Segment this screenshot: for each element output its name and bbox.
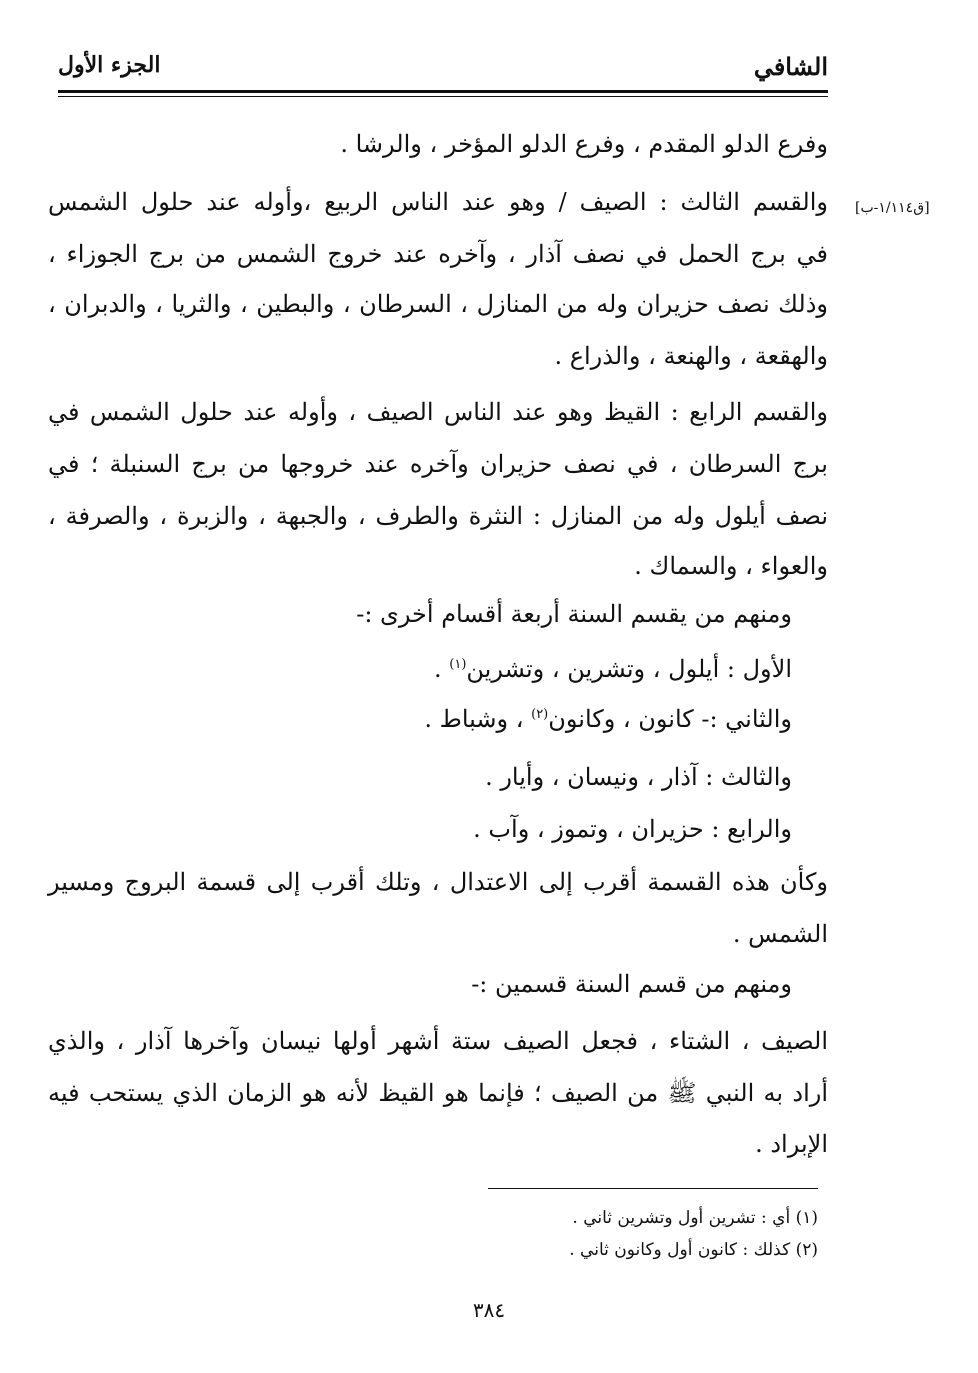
- text-line-18: الصيف ، الشتاء ، فجعل الصيف ستة أشهر أولها نيسان وآخرها آذار ، والذي: [48, 1027, 828, 1055]
- text-line-19: أراد به النبي ﷺ من الصيف ؛ فإنما هو القيظ لأنه هو الزمان الذي يستحب فيه: [48, 1079, 828, 1107]
- text-line-8: نصف أيلول وله من المنازل : النثرة والطرف ، والجبهة ، والزبرة ، والصرفة ،: [48, 502, 828, 530]
- text-line-12-end: ، وشباط .: [424, 705, 532, 733]
- text-line-11-body: الأول : أيلول ، وتشرين ، وتشرين: [466, 655, 792, 683]
- text-line-5: والهقعة ، والهنعة ، والذراع .: [554, 342, 828, 370]
- header-rule-thin: [58, 96, 828, 97]
- text-line-13: والثالث : آذار ، ونيسان ، وأيار .: [485, 763, 792, 791]
- text-line-9: والعواء ، والسماك .: [634, 552, 828, 580]
- book-title: الشافي: [753, 52, 828, 81]
- text-line-14: والرابع : حزيران ، وتموز ، وآب .: [473, 815, 792, 843]
- text-line-15: وكأن هذه القسمة أقرب إلى الاعتدال ، وتلك أقرب إلى قسمة البروج ومسير: [48, 868, 828, 896]
- text-line-20: الإبراد .: [755, 1130, 828, 1158]
- footnote-rule: [488, 1188, 818, 1189]
- page-number: ٣٨٤: [472, 1298, 506, 1322]
- text-line-2: والقسم الثالث : الصيف / وهو عند الناس الربيع ،وأوله عند حلول الشمس: [48, 188, 828, 216]
- text-line-6: والقسم الرابع : القيظ وهو عند الناس الصيف ، وأوله عند حلول الشمس في: [48, 398, 828, 426]
- volume-label: الجزء الأول: [58, 52, 161, 78]
- page-header: [58, 52, 828, 92]
- text-line-16: الشمس .: [732, 920, 828, 948]
- text-line-11: [434, 655, 792, 683]
- text-line-7: برج السرطان ، في نصف حزيران وآخره عند خروجها من برج السنبلة ؛ في: [48, 450, 828, 478]
- footnote-ref-1: (١): [449, 657, 467, 672]
- text-line-12-body: والثاني :- كانون ، وكانون: [548, 705, 792, 733]
- text-line-17: ومنهم من قسم السنة قسمين :-: [471, 970, 792, 998]
- text-line-1: وفرع الدلو المقدم ، وفرع الدلو المؤخر ، والرشا .: [340, 130, 828, 158]
- text-line-12: [424, 705, 792, 733]
- header-rule: [58, 90, 828, 93]
- footnote-1: (١) أي : تشرين أول وتشرين ثاني .: [572, 1208, 818, 1228]
- text-line-3: في برج الحمل في نصف آذار ، وآخره عند خروج الشمس من برج الجوزاء ،: [48, 240, 828, 268]
- manuscript-folio-note: [ق١/١١٤-ب]: [855, 200, 930, 216]
- footnote-ref-2: (٢): [531, 707, 549, 722]
- text-line-4: وذلك نصف حزيران وله من المنازل ، السرطان ، والبطين ، والثريا ، والدبران ،: [48, 290, 828, 318]
- text-line-10: ومنهم من يقسم السنة أربعة أقسام أخرى :-: [356, 600, 792, 628]
- text-line-11-end: .: [433, 655, 450, 683]
- footnote-2: (٢) كذلك : كانون أول وكانون ثاني .: [569, 1240, 818, 1260]
